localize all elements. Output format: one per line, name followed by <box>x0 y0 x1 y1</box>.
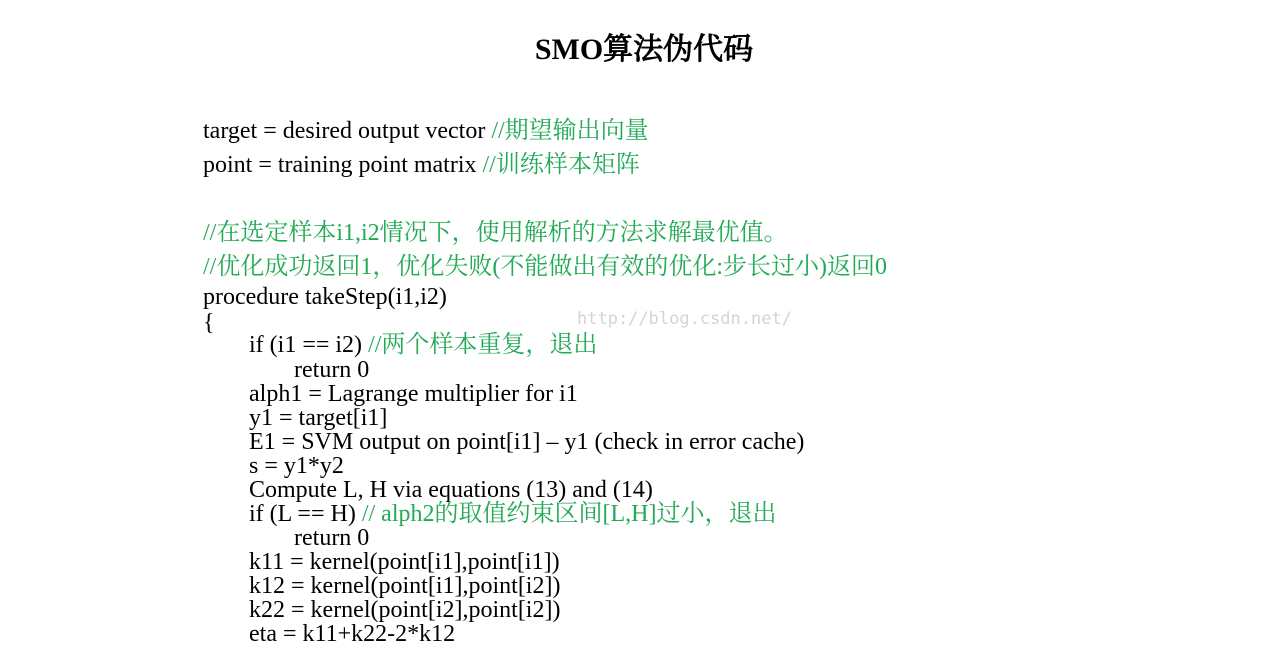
code-text: Compute L, H via equations (13) and (14) <box>249 477 653 503</box>
code-comment: //优化成功返回1，优化失败(不能做出有效的优化:步长过小)返回0 <box>203 254 887 280</box>
code-text: point = training point matrix <box>203 152 483 178</box>
code-text: return 0 <box>294 525 370 551</box>
code-text: s = y1*y2 <box>249 453 344 479</box>
code-text: k22 = kernel(point[i2],point[i2]) <box>249 597 561 623</box>
code-line <box>191 120 640 180</box>
code-line <box>191 278 215 338</box>
code-line <box>237 589 455 649</box>
code-text: eta = k11+k22-2*k12 <box>249 621 456 647</box>
code-text: { <box>203 310 215 336</box>
code-text: k12 = kernel(point[i1],point[i2]) <box>249 573 561 599</box>
code-text: alph1 = Lagrange multiplier for i1 <box>249 381 578 407</box>
code-text: E1 = SVM output on point[i1] – y1 (check in error cache) <box>249 429 805 455</box>
code-comment: //两个样本重复，退出 <box>368 332 598 358</box>
code-comment: //在选定样本i1,i2情况下，使用解析的方法求解最优值。 <box>203 220 788 246</box>
code-text: k11 = kernel(point[i1],point[i1]) <box>249 549 560 575</box>
watermark: http://blog.csdn.net/ <box>577 309 792 329</box>
code-comment: //期望输出向量 <box>491 118 649 144</box>
code-text: y1 = target[i1] <box>249 405 388 431</box>
code-text: return 0 <box>294 357 370 383</box>
code-text: target = desired output vector <box>203 118 492 144</box>
code-comment: //训练样本矩阵 <box>482 152 640 178</box>
code-text: if (i1 == i2) <box>249 332 369 358</box>
code-text: if (L == H) <box>249 501 362 527</box>
code-text: procedure takeStep(i1,i2) <box>203 284 447 310</box>
code-comment: // alph2的取值约束区间[L,H]过小，退出 <box>361 501 777 527</box>
page-title: SMO算法伪代码 <box>534 33 754 66</box>
